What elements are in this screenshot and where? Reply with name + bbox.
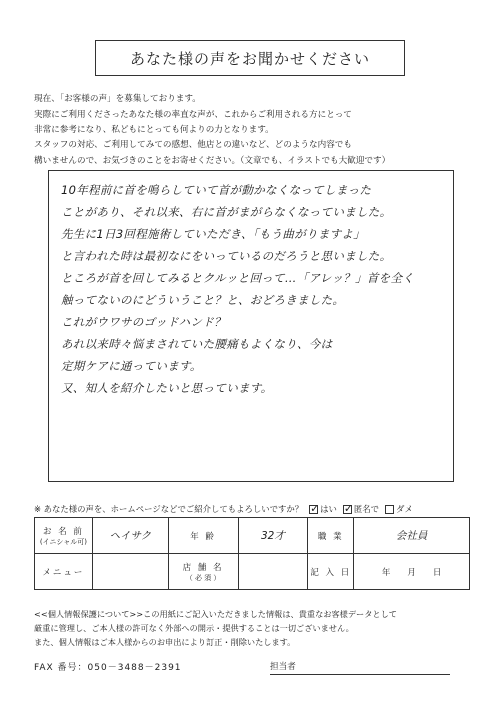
privacy-line: 厳重に管理し、ご本人様の許可なく外部への開示・提供することは一切ございません。 bbox=[34, 623, 354, 633]
date-label: 記 入 日 bbox=[308, 554, 354, 590]
intro-line: 構いませんので、お気づきのことをお寄せください。（文章でも、イラストでも大歓迎です） bbox=[34, 155, 391, 166]
date-field[interactable]: 年 月 日 bbox=[354, 554, 470, 590]
fax-number: FAX 番号：050－3488－2391 bbox=[34, 663, 182, 673]
handwritten-line: ところが首を回してみるとクルッと回って…「アレッ？」首を全く bbox=[61, 271, 415, 285]
job-label: 職 業 bbox=[308, 518, 354, 554]
handwritten-line: 触ってないのにどういうこと？と、おどろきました。 bbox=[61, 293, 345, 307]
name-label-cell bbox=[35, 518, 93, 554]
staff-field[interactable]: 担当者 bbox=[270, 660, 450, 675]
menu-label: メニュー bbox=[35, 554, 93, 590]
handwritten-line: あれ以来時々悩まされていた腰痛もよくなり、今は bbox=[61, 337, 333, 351]
job-field[interactable]: 会社員 bbox=[354, 518, 470, 554]
handwritten-testimonial bbox=[61, 179, 451, 399]
consent-yes-option[interactable] bbox=[309, 503, 337, 515]
consent-anonymous-label: 匿名で bbox=[353, 504, 380, 514]
privacy-line: <<個人情報保護について>>この用紙にご記入いただきました情報は、貴重なお客様データとして bbox=[34, 609, 397, 619]
checkbox-yes[interactable] bbox=[309, 505, 318, 514]
privacy-line: また、個人情報はご本人様からのお申出により訂正・削除いたします。 bbox=[34, 637, 296, 647]
intro-text bbox=[34, 92, 474, 139]
handwritten-line: 先生に1日3回程施術していただき、「もう曲がりますよ」 bbox=[61, 227, 366, 241]
testimonial-box bbox=[48, 170, 454, 482]
menu-field[interactable] bbox=[92, 554, 168, 590]
handwritten-line: これがウワサのゴッドハンド？ bbox=[61, 315, 226, 329]
age-field[interactable]: 32才 bbox=[238, 518, 308, 554]
store-field[interactable] bbox=[238, 554, 308, 590]
consent-yes-label: はい bbox=[320, 504, 337, 514]
page-title: あなた様の声をお聞かせください bbox=[95, 40, 405, 76]
intro-line: 現在、「お客様の声」を募集しております。 bbox=[34, 94, 201, 104]
handwritten-line: 又、知人を紹介したいと思っています。 bbox=[61, 381, 273, 395]
handwritten-line: と言われた時は最初なにをいっているのだろうと思いました。 bbox=[61, 249, 392, 263]
consent-question: ※ あなた様の声を、ホームページなどでご紹介してもよろしいですか？ bbox=[34, 504, 304, 514]
name-field[interactable]: ヘイサク bbox=[92, 518, 168, 554]
handwritten-line: 10年程前に首を鳴らしていて首が動かなくなってしまった bbox=[61, 183, 372, 197]
publish-consent bbox=[34, 503, 474, 515]
consent-anonymous-option[interactable] bbox=[343, 503, 379, 515]
customer-info-form bbox=[34, 517, 470, 590]
checkbox-anonymous[interactable] bbox=[343, 505, 352, 514]
consent-no-label: ダメ bbox=[396, 504, 413, 514]
store-sublabel: （ 必 須 ） bbox=[185, 573, 221, 582]
intro-line: スタッフの対応、ご利用してみての感想、他店との違いなど、どのような内容でも bbox=[34, 140, 352, 150]
name-sublabel: (イニシャル可) bbox=[39, 537, 87, 546]
store-label-cell bbox=[168, 554, 238, 590]
intro-line: 非常に参考になり、私どもにとっても何よりの力となります。 bbox=[34, 125, 274, 135]
intro-line: 実際にご利用くださったあなた様の率直な声が、これからご利用される方にとって bbox=[34, 109, 352, 120]
intro-text-2 bbox=[34, 138, 484, 169]
name-label: お 名 前 bbox=[42, 526, 84, 537]
handwritten-line: ことがあり、それ以来、右に首がまがらなくなっていました。 bbox=[61, 205, 392, 219]
privacy-notice bbox=[34, 607, 474, 649]
consent-no-option[interactable] bbox=[385, 503, 413, 515]
store-label: 店 舗 名 bbox=[182, 562, 224, 573]
age-label: 年 齢 bbox=[168, 518, 238, 554]
handwritten-line: 定期ケアに通っています。 bbox=[61, 359, 202, 373]
checkbox-no[interactable] bbox=[385, 505, 394, 514]
